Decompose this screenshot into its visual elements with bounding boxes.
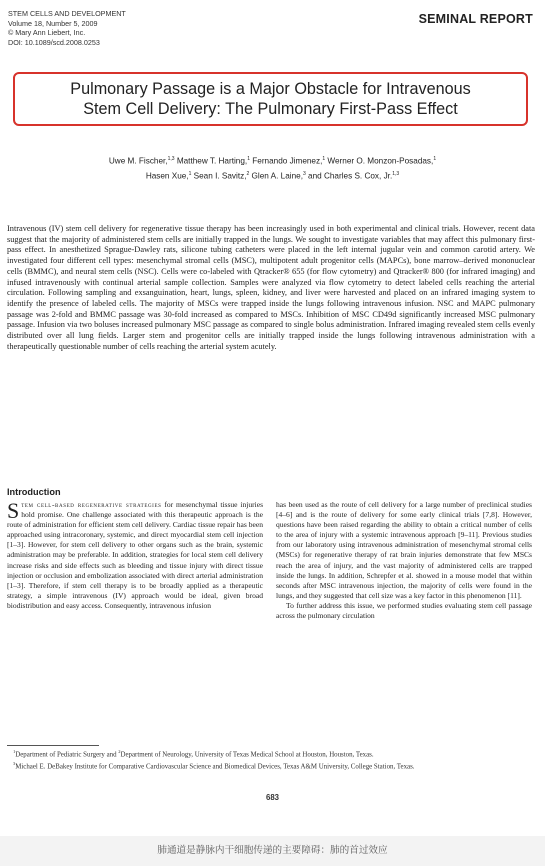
journal-doi: DOI: 10.1089/scd.2008.0253 bbox=[8, 37, 100, 47]
author-name: Fernando Jimenez, bbox=[252, 156, 323, 166]
author-affiliation: 1 bbox=[188, 171, 192, 178]
introduction-heading: Introduction bbox=[7, 487, 61, 497]
footnote-marker: 1 bbox=[13, 749, 16, 754]
footnote-marker: 3 bbox=[13, 760, 16, 766]
lead-smallcaps: tem cell-based regenerative strategies bbox=[21, 500, 162, 509]
author-affiliation: 2 bbox=[246, 171, 250, 178]
footnote-text: Michael E. DeBakey Institute for Comparative Cardiovascular Science and Biomedical Devices, Texas A&M University, College Station, Texas. bbox=[15, 763, 415, 771]
introduction-right-paragraph-2: To further address this issue, we performed studies evaluating stem cell passage across the pulmonary circulation bbox=[276, 600, 532, 621]
introduction-right-column bbox=[276, 500, 532, 621]
author-name: Glen A. Laine, bbox=[251, 171, 303, 181]
introduction-right-paragraph-1: has been used as the route of cell delivery for a large number of preclinical studies [4–6] and is the route of delivery for some early clinical trials [7,8]. However, questions have been raised regarding the ability to obtain a critical number of cells to the area of injury with a systemic intravenous approach [9–11]. Previous studies from our laboratory using intravenous administration of mesenchymal stromal cells (MSCs) for regenerative therapy of rat brain injuries demonstrate that few MSCs reach the area of injury, and the vast majority of administered cells are trapped inside the lungs. In addition, Schrepfer et al. showed in a mouse model that within seconds after MSC intravenous injection, the majority of cells were found in the lungs, and they suggested that cell size was a key factor in this phenomenon [11]. bbox=[276, 500, 532, 600]
author-affiliation: 1,3 bbox=[392, 171, 400, 178]
footnote-text: Department of Pediatric Surgery and bbox=[15, 751, 119, 759]
page-number: 683 bbox=[265, 793, 279, 802]
author-name: Uwe M. Fischer, bbox=[108, 156, 168, 166]
footnote-marker: 2 bbox=[118, 749, 121, 754]
introduction-left-text: for mesenchymal tissue injuries hold promise. One challenge associated with this therapeutic approach is the route of administration for efficient stem cell delivery. Cardiac tissue repair has been approached using intracoronary, systemic, and direct myocardial stem cell injection [1–3]. However, for stem cell delivery to other organs such as the brain, systemic administration may be preferable. In addition, strategies for local stem cell delivery increase risks and side effects such as bleeding and tissue injury with direct tissue injection or occlusion and embolization associated with direct arterial administration [1–3]. Therefore, if stem cell therapy is to be broadly applied as a therapeutic strategy, a simple intravenous (IV) approach would be ideal, given broad biodistribution and easy access. Consequently, intravenous infusion bbox=[7, 500, 264, 610]
author-affiliation: 1 bbox=[322, 156, 326, 162]
footnote-line-1 bbox=[7, 748, 535, 760]
footnote-divider bbox=[7, 745, 99, 746]
author-name: and Charles S. Cox, Jr. bbox=[308, 171, 393, 181]
paper-title-line-1: Pulmonary Passage is a Major Obstacle for Intravenous bbox=[70, 80, 471, 98]
author-name: Werner O. Monzon-Posadas, bbox=[327, 156, 434, 166]
author-affiliation: 1 bbox=[433, 156, 437, 162]
footnotes bbox=[7, 748, 535, 772]
drop-cap: S bbox=[7, 498, 20, 523]
abstract-text: Intravenous (IV) stem cell delivery for regenerative tissue therapy has been increasingly used in both experimental and clinical trials. However, recent data suggest that the majority of administered stem cells are initially trapped in the lungs. We sought to investigate variables that may affect this pulmonary first-pass effect. In anesthetized Sprague-Dawley rats, silicone tubing catheters were placed in the left internal jugular vein and common carotid artery. We investigated four different cell types: mesenchymal stromal cells (MSC), multipotent adult progenitor cells (MAPCs), bone marrow–derived mononuclear cells (BMMC), and neural stem cells (NSC). Cells were co-labeled with Qtracker® 655 (for flow cytometry) and Qtracker® 800 (for infrared imaging) and infused intravenously with continual arterial sample collection. Samples were analyzed via flow cytometry to detect labeled cells reaching the arterial circulation. Following sampling and exsanguination, heart, lungs, spleen, kidney, and liver were harvested and placed on an infrared imaging system to identify the presence of labeled cells. The majority of MSCs were trapped inside the lungs following intravenous infusion. NSC and MAPC pulmonary passage was 2-fold and BMMC passage was 30-fold increased as compared to MSCs. Inhibition of MSC CD49d significantly increased MSC pulmonary passage. Infusion via two boluses increased pulmonary MSC passage as compared to single bolus administration. Infrared imaging revealed stem cells evenly distributed over all lung fields. Larger stem and progenitor cells are initially trapped inside the lungs following intravenous administration with a therapeutically questionable number of cells reaching the arterial system acutely. bbox=[7, 224, 535, 351]
journal-volume: Volume 18, Number 5, 2009 bbox=[8, 18, 98, 28]
journal-name: STEM CELLS AND DEVELOPMENT bbox=[8, 9, 126, 18]
author-affiliation: 3 bbox=[302, 171, 306, 178]
footnote-line-2 bbox=[7, 760, 535, 772]
author-list bbox=[20, 153, 525, 183]
author-line-1 bbox=[20, 153, 525, 168]
author-name: Hasen Xue, bbox=[145, 171, 189, 181]
author-name: Sean I. Savitz, bbox=[193, 171, 247, 181]
footnote-text: Department of Neurology, University of Texas Medical School at Houston, Houston, Texas. bbox=[120, 751, 374, 759]
paper-title-line-2: Stem Cell Delivery: The Pulmonary First-Pass Effect bbox=[83, 100, 458, 118]
journal-copyright: © Mary Ann Liebert, Inc. bbox=[8, 28, 86, 38]
title-box bbox=[13, 72, 528, 126]
author-name: Matthew T. Harting, bbox=[176, 156, 248, 166]
introduction-paragraph bbox=[7, 500, 263, 611]
image-caption: 肺通道是静脉内干细胞传递的主要障碍：肺的首过效应 bbox=[157, 845, 388, 856]
journal-info bbox=[8, 9, 126, 47]
report-label: SEMINAL REPORT bbox=[418, 12, 533, 26]
introduction-left-column bbox=[7, 500, 263, 611]
author-line-2 bbox=[20, 168, 525, 183]
author-affiliation: 1 bbox=[247, 156, 250, 162]
author-affiliation: 1,3 bbox=[167, 156, 175, 162]
